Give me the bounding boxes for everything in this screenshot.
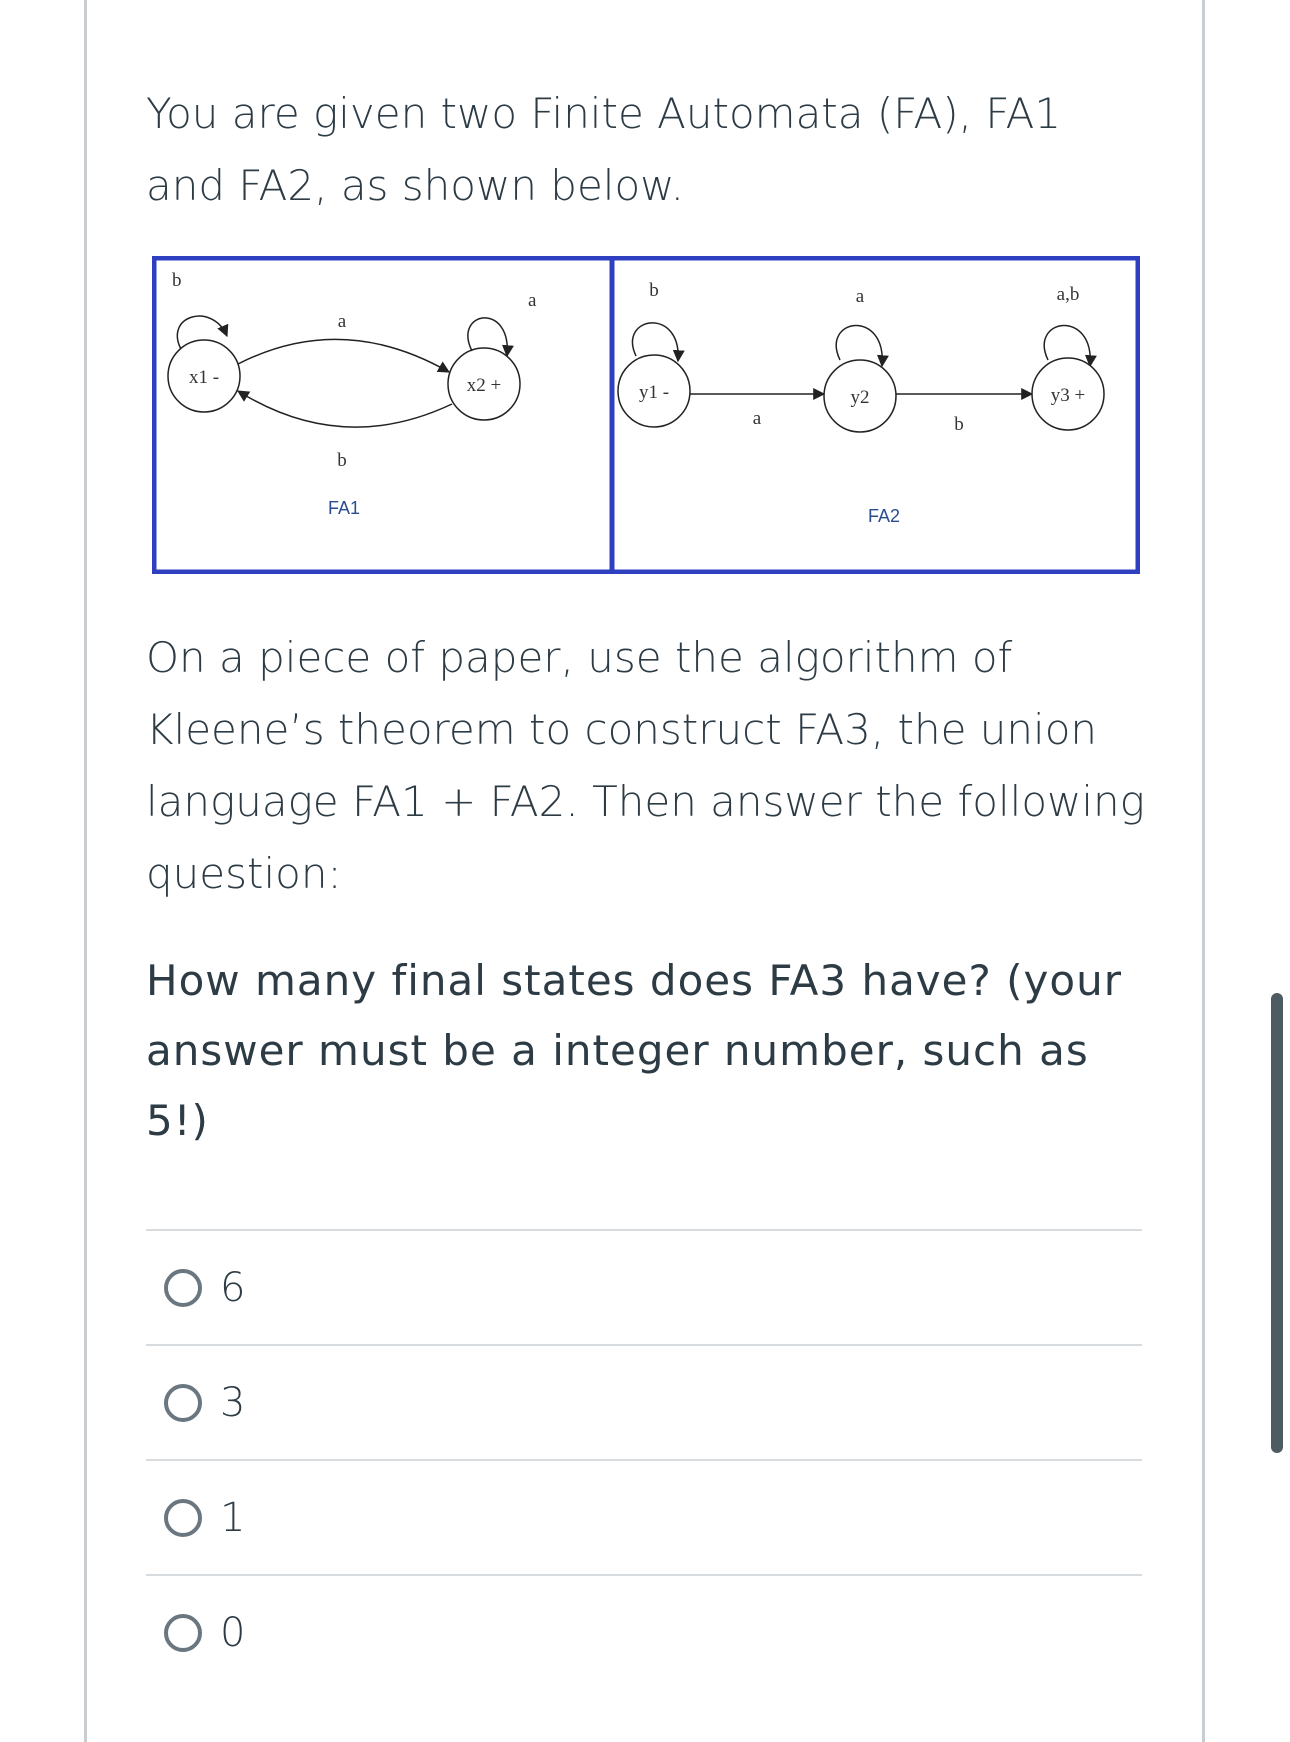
fa2-label-y1-y2: a bbox=[752, 408, 762, 429]
instructions-text: On a piece of paper, use the algorithm of Kleene’s theorem to construct FA3, the union language FA1 + FA2. Then answer the following question: bbox=[146, 633, 1145, 898]
fa1-panel bbox=[154, 258, 612, 572]
fa1-label-x2-x1: b bbox=[337, 450, 347, 471]
fa2-label-loop-y1: b bbox=[649, 280, 659, 301]
fa2-state-y1-label: y1 - bbox=[638, 382, 670, 403]
radio-button[interactable] bbox=[164, 1499, 202, 1537]
fa2-state-y3-label: y3 + bbox=[1050, 385, 1086, 406]
fa2-label-y2-y3: b bbox=[954, 414, 964, 435]
radio-button[interactable] bbox=[164, 1614, 202, 1652]
answer-label: 1 bbox=[220, 1494, 246, 1541]
fa1-state-x2-label: x2 + bbox=[466, 375, 502, 396]
fa1-edge-x1-x2 bbox=[238, 339, 449, 372]
fa1-state-x1-label: x1 - bbox=[188, 367, 220, 388]
card-border-right bbox=[1202, 0, 1205, 1742]
fa2-diagram bbox=[618, 280, 1104, 526]
answer-list bbox=[146, 1229, 1142, 1689]
fa2-label-loop-y3: a,b bbox=[1056, 284, 1080, 305]
fa2-label-loop-y2: a bbox=[855, 286, 865, 307]
fa1-diagram bbox=[168, 270, 537, 518]
intro-text: You are given two Finite Automata (FA), FA1 and FA2, as shown below. bbox=[146, 89, 1062, 210]
automata-figure bbox=[152, 256, 1140, 574]
answer-label: 3 bbox=[220, 1379, 246, 1426]
answer-label: 0 bbox=[220, 1609, 246, 1656]
question-text: How many final states does FA3 have? (your answer must be a integer number, such as 5!) bbox=[146, 956, 1122, 1145]
card-border-left bbox=[84, 0, 87, 1742]
fa2-state-y2-label: y2 bbox=[850, 387, 870, 408]
fa1-caption: FA1 bbox=[327, 498, 361, 518]
fa2-caption: FA2 bbox=[867, 506, 901, 526]
answer-option-0[interactable] bbox=[146, 1574, 1142, 1689]
fa1-label-loop-x1: b bbox=[172, 270, 182, 291]
radio-button[interactable] bbox=[164, 1269, 202, 1307]
fa1-label-x1-x2: a bbox=[337, 311, 347, 332]
automata-diagram bbox=[152, 256, 1140, 574]
fa1-edge-x2-x1 bbox=[238, 391, 452, 427]
radio-button[interactable] bbox=[164, 1384, 202, 1422]
answer-option-6[interactable] bbox=[146, 1229, 1142, 1344]
answer-option-1[interactable] bbox=[146, 1459, 1142, 1574]
scrollbar-thumb[interactable] bbox=[1271, 993, 1283, 1453]
fa1-label-loop-x2: a bbox=[528, 290, 537, 311]
answer-label: 6 bbox=[220, 1264, 246, 1311]
answer-option-3[interactable] bbox=[146, 1344, 1142, 1459]
